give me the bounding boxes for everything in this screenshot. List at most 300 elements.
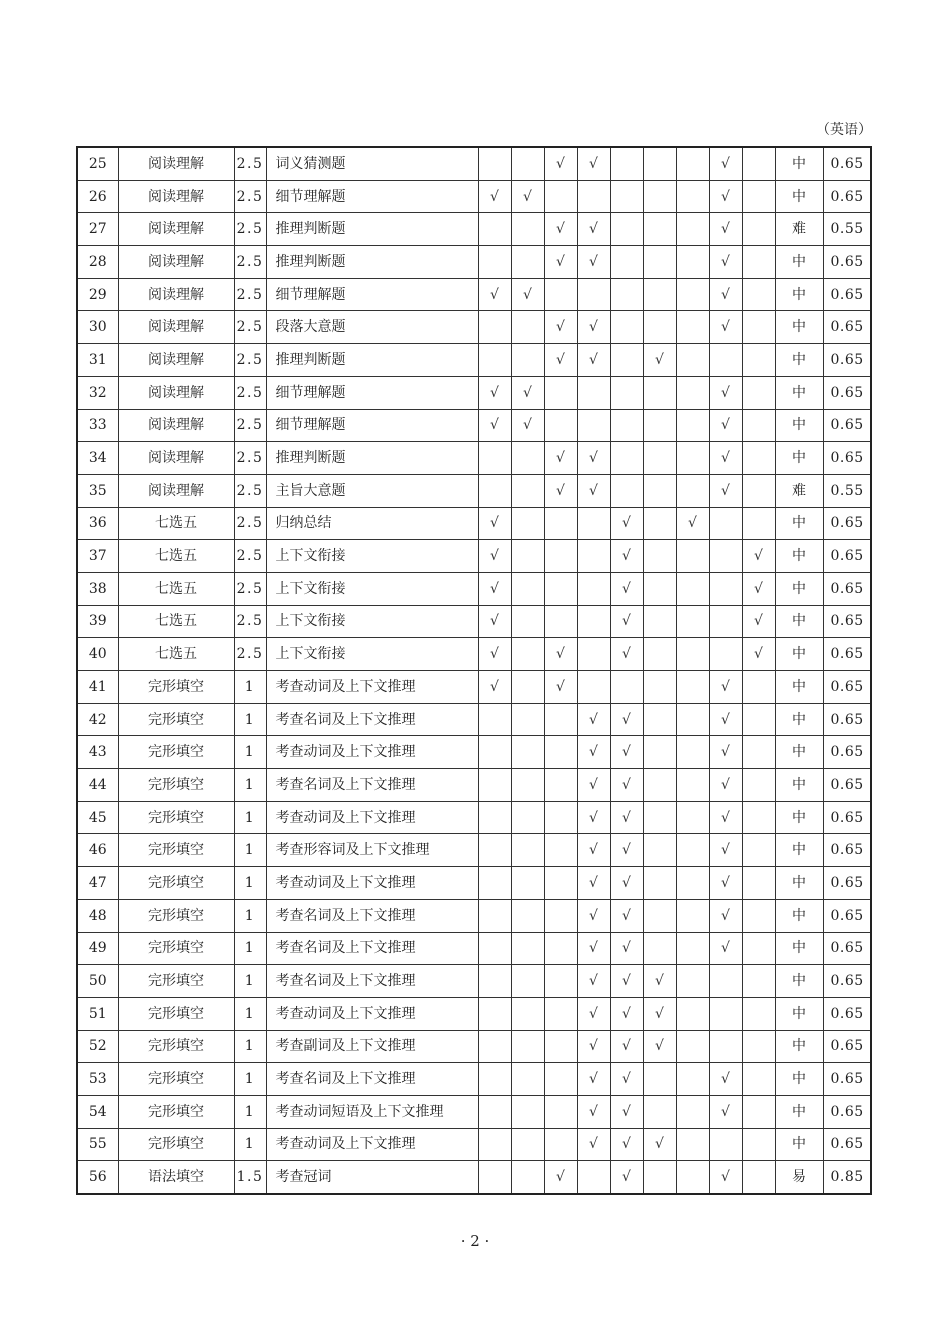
difficulty-value-cell: 0.65 <box>823 572 871 605</box>
check-mark-icon: √ <box>589 973 598 990</box>
difficulty-value-cell: 0.55 <box>823 474 871 507</box>
knowledge-point-cell: 考查动词及上下文推理 <box>266 1128 478 1161</box>
table-row <box>77 867 871 900</box>
check-mark-icon: √ <box>721 1169 730 1186</box>
knowledge-point-cell: 推理判断题 <box>266 442 478 475</box>
check-cell-3 <box>544 180 577 213</box>
score-cell: 1 <box>234 1030 266 1063</box>
table-row <box>77 246 871 279</box>
check-cell-7 <box>676 572 709 605</box>
check-cell-4 <box>577 997 610 1030</box>
knowledge-point-cell: 上下文衔接 <box>266 605 478 638</box>
check-cell-2 <box>511 147 544 180</box>
check-mark-icon: √ <box>721 776 730 793</box>
check-mark-icon: √ <box>622 776 631 793</box>
check-cell-4 <box>577 376 610 409</box>
check-mark-icon: √ <box>490 678 499 695</box>
difficulty-cell: 中 <box>775 507 823 540</box>
check-cell-7 <box>676 442 709 475</box>
table-row <box>77 997 871 1030</box>
check-cell-1 <box>478 834 511 867</box>
question-number-cell: 41 <box>77 671 118 704</box>
check-mark-icon: √ <box>523 384 532 401</box>
difficulty-cell: 中 <box>775 801 823 834</box>
table-row <box>77 1128 871 1161</box>
check-cell-9 <box>742 442 775 475</box>
check-cell-2 <box>511 997 544 1030</box>
check-cell-1 <box>478 409 511 442</box>
check-cell-5 <box>610 474 643 507</box>
check-cell-6 <box>643 442 676 475</box>
check-cell-5 <box>610 213 643 246</box>
table-row <box>77 180 871 213</box>
check-cell-2 <box>511 1095 544 1128</box>
check-cell-3 <box>544 147 577 180</box>
check-cell-7 <box>676 1063 709 1096</box>
table-row <box>77 572 871 605</box>
check-mark-icon: √ <box>556 646 565 663</box>
check-cell-9 <box>742 899 775 932</box>
check-cell-7 <box>676 671 709 704</box>
check-mark-icon: √ <box>655 1038 664 1055</box>
check-cell-6 <box>643 311 676 344</box>
check-cell-5 <box>610 1063 643 1096</box>
difficulty-cell: 中 <box>775 965 823 998</box>
knowledge-point-cell: 考查动词及上下文推理 <box>266 671 478 704</box>
check-cell-3 <box>544 507 577 540</box>
check-mark-icon: √ <box>490 580 499 597</box>
score-cell: 2.5 <box>234 572 266 605</box>
check-cell-6 <box>643 147 676 180</box>
score-cell: 2.5 <box>234 311 266 344</box>
table-row <box>77 1030 871 1063</box>
check-cell-6 <box>643 899 676 932</box>
check-cell-4 <box>577 834 610 867</box>
check-cell-3 <box>544 540 577 573</box>
check-mark-icon: √ <box>622 711 631 728</box>
check-cell-7 <box>676 246 709 279</box>
check-cell-7 <box>676 834 709 867</box>
check-cell-8 <box>709 278 742 311</box>
check-cell-1 <box>478 605 511 638</box>
question-type-cell: 完形填空 <box>118 1063 234 1096</box>
difficulty-cell: 中 <box>775 1030 823 1063</box>
question-number-cell: 35 <box>77 474 118 507</box>
table-row <box>77 834 871 867</box>
question-number-cell: 31 <box>77 344 118 377</box>
check-mark-icon: √ <box>490 188 499 205</box>
difficulty-cell: 中 <box>775 572 823 605</box>
check-cell-9 <box>742 311 775 344</box>
difficulty-value-cell: 0.65 <box>823 769 871 802</box>
check-mark-icon: √ <box>721 907 730 924</box>
check-cell-2 <box>511 572 544 605</box>
difficulty-cell: 中 <box>775 376 823 409</box>
check-cell-1 <box>478 180 511 213</box>
difficulty-value-cell: 0.65 <box>823 638 871 671</box>
check-mark-icon: √ <box>622 613 631 630</box>
check-cell-8 <box>709 1063 742 1096</box>
check-cell-2 <box>511 801 544 834</box>
check-cell-1 <box>478 769 511 802</box>
question-type-cell: 阅读理解 <box>118 409 234 442</box>
check-cell-5 <box>610 572 643 605</box>
question-number-cell: 34 <box>77 442 118 475</box>
check-cell-5 <box>610 344 643 377</box>
knowledge-point-cell: 考查冠词 <box>266 1161 478 1194</box>
difficulty-cell: 中 <box>775 638 823 671</box>
check-mark-icon: √ <box>721 809 730 826</box>
page-number: · 2 · <box>460 1232 490 1250</box>
check-mark-icon: √ <box>589 319 598 336</box>
check-mark-icon: √ <box>622 809 631 826</box>
check-cell-5 <box>610 671 643 704</box>
question-number-cell: 50 <box>77 965 118 998</box>
difficulty-value-cell: 0.65 <box>823 1063 871 1096</box>
check-cell-1 <box>478 736 511 769</box>
check-cell-6 <box>643 409 676 442</box>
question-number-cell: 55 <box>77 1128 118 1161</box>
difficulty-cell: 难 <box>775 474 823 507</box>
table-row <box>77 769 871 802</box>
check-cell-9 <box>742 1030 775 1063</box>
check-cell-1 <box>478 572 511 605</box>
difficulty-cell: 中 <box>775 180 823 213</box>
question-type-cell: 阅读理解 <box>118 147 234 180</box>
check-cell-2 <box>511 278 544 311</box>
score-cell: 2.5 <box>234 278 266 311</box>
check-cell-6 <box>643 213 676 246</box>
score-cell: 2.5 <box>234 213 266 246</box>
check-cell-7 <box>676 1161 709 1194</box>
check-mark-icon: √ <box>556 221 565 238</box>
table-row <box>77 932 871 965</box>
check-cell-7 <box>676 867 709 900</box>
check-cell-2 <box>511 605 544 638</box>
check-cell-4 <box>577 246 610 279</box>
check-mark-icon: √ <box>622 1038 631 1055</box>
check-cell-4 <box>577 1063 610 1096</box>
score-cell: 2.5 <box>234 409 266 442</box>
difficulty-cell: 难 <box>775 213 823 246</box>
check-cell-9 <box>742 147 775 180</box>
check-mark-icon: √ <box>622 744 631 761</box>
check-cell-7 <box>676 965 709 998</box>
check-cell-6 <box>643 1030 676 1063</box>
check-cell-4 <box>577 932 610 965</box>
check-cell-8 <box>709 1128 742 1161</box>
check-cell-4 <box>577 769 610 802</box>
check-cell-7 <box>676 180 709 213</box>
question-type-cell: 完形填空 <box>118 801 234 834</box>
check-mark-icon: √ <box>589 351 598 368</box>
knowledge-point-cell: 段落大意题 <box>266 311 478 344</box>
check-cell-1 <box>478 507 511 540</box>
difficulty-value-cell: 0.65 <box>823 834 871 867</box>
table-row <box>77 540 871 573</box>
question-number-cell: 51 <box>77 997 118 1030</box>
difficulty-value-cell: 0.65 <box>823 376 871 409</box>
question-number-cell: 28 <box>77 246 118 279</box>
check-cell-1 <box>478 540 511 573</box>
question-number-cell: 29 <box>77 278 118 311</box>
table-row <box>77 638 871 671</box>
check-cell-7 <box>676 213 709 246</box>
check-mark-icon: √ <box>754 580 763 597</box>
difficulty-value-cell: 0.65 <box>823 278 871 311</box>
difficulty-value-cell: 0.65 <box>823 1128 871 1161</box>
check-cell-3 <box>544 246 577 279</box>
table-row <box>77 507 871 540</box>
score-cell: 1 <box>234 671 266 704</box>
check-mark-icon: √ <box>490 548 499 565</box>
check-mark-icon: √ <box>589 450 598 467</box>
check-mark-icon: √ <box>721 1103 730 1120</box>
check-cell-1 <box>478 474 511 507</box>
check-cell-8 <box>709 671 742 704</box>
check-cell-3 <box>544 769 577 802</box>
check-cell-9 <box>742 180 775 213</box>
check-cell-1 <box>478 1030 511 1063</box>
check-cell-9 <box>742 246 775 279</box>
check-cell-3 <box>544 376 577 409</box>
table-row <box>77 671 871 704</box>
check-cell-8 <box>709 801 742 834</box>
check-cell-5 <box>610 507 643 540</box>
check-cell-4 <box>577 1161 610 1194</box>
question-number-cell: 27 <box>77 213 118 246</box>
check-cell-6 <box>643 474 676 507</box>
score-cell: 1 <box>234 899 266 932</box>
check-cell-2 <box>511 442 544 475</box>
check-cell-2 <box>511 867 544 900</box>
knowledge-point-cell: 考查动词及上下文推理 <box>266 736 478 769</box>
check-cell-4 <box>577 572 610 605</box>
check-mark-icon: √ <box>622 515 631 532</box>
knowledge-point-cell: 上下文衔接 <box>266 540 478 573</box>
check-cell-2 <box>511 671 544 704</box>
difficulty-cell: 中 <box>775 246 823 279</box>
score-cell: 2.5 <box>234 507 266 540</box>
check-cell-9 <box>742 344 775 377</box>
check-cell-8 <box>709 213 742 246</box>
check-cell-9 <box>742 867 775 900</box>
question-number-cell: 52 <box>77 1030 118 1063</box>
check-cell-8 <box>709 147 742 180</box>
question-number-cell: 54 <box>77 1095 118 1128</box>
table-row <box>77 1063 871 1096</box>
check-cell-2 <box>511 474 544 507</box>
question-number-cell: 39 <box>77 605 118 638</box>
check-mark-icon: √ <box>721 842 730 859</box>
check-mark-icon: √ <box>490 515 499 532</box>
check-cell-2 <box>511 965 544 998</box>
knowledge-point-cell: 细节理解题 <box>266 376 478 409</box>
table-row <box>77 1095 871 1128</box>
check-cell-9 <box>742 376 775 409</box>
check-mark-icon: √ <box>556 253 565 270</box>
difficulty-value-cell: 0.65 <box>823 147 871 180</box>
check-cell-8 <box>709 311 742 344</box>
check-cell-7 <box>676 736 709 769</box>
knowledge-point-cell: 推理判断题 <box>266 213 478 246</box>
check-mark-icon: √ <box>754 548 763 565</box>
check-cell-9 <box>742 1063 775 1096</box>
check-cell-6 <box>643 572 676 605</box>
check-cell-1 <box>478 1095 511 1128</box>
check-mark-icon: √ <box>589 907 598 924</box>
question-type-cell: 阅读理解 <box>118 278 234 311</box>
question-type-cell: 七选五 <box>118 507 234 540</box>
check-cell-8 <box>709 180 742 213</box>
check-mark-icon: √ <box>622 874 631 891</box>
check-cell-5 <box>610 736 643 769</box>
check-cell-4 <box>577 736 610 769</box>
table-row <box>77 899 871 932</box>
check-mark-icon: √ <box>556 450 565 467</box>
check-cell-5 <box>610 180 643 213</box>
question-type-cell: 阅读理解 <box>118 442 234 475</box>
difficulty-cell: 中 <box>775 834 823 867</box>
check-cell-6 <box>643 605 676 638</box>
difficulty-cell: 易 <box>775 1161 823 1194</box>
knowledge-point-cell: 细节理解题 <box>266 180 478 213</box>
check-cell-3 <box>544 1095 577 1128</box>
question-type-cell: 完形填空 <box>118 899 234 932</box>
check-cell-3 <box>544 605 577 638</box>
check-mark-icon: √ <box>490 384 499 401</box>
check-mark-icon: √ <box>523 417 532 434</box>
check-cell-5 <box>610 965 643 998</box>
check-cell-5 <box>610 409 643 442</box>
check-mark-icon: √ <box>622 1103 631 1120</box>
check-cell-9 <box>742 703 775 736</box>
check-mark-icon: √ <box>721 1071 730 1088</box>
check-cell-2 <box>511 932 544 965</box>
question-type-cell: 完形填空 <box>118 671 234 704</box>
check-cell-1 <box>478 376 511 409</box>
score-cell: 1 <box>234 932 266 965</box>
check-cell-9 <box>742 507 775 540</box>
check-cell-6 <box>643 278 676 311</box>
check-cell-6 <box>643 703 676 736</box>
check-mark-icon: √ <box>589 842 598 859</box>
check-cell-4 <box>577 801 610 834</box>
check-cell-8 <box>709 965 742 998</box>
check-mark-icon: √ <box>556 678 565 695</box>
question-number-cell: 56 <box>77 1161 118 1194</box>
table-row <box>77 278 871 311</box>
check-cell-6 <box>643 1161 676 1194</box>
check-cell-6 <box>643 1128 676 1161</box>
check-cell-3 <box>544 801 577 834</box>
knowledge-point-cell: 考查名词及上下文推理 <box>266 899 478 932</box>
score-cell: 2.5 <box>234 442 266 475</box>
check-mark-icon: √ <box>589 1103 598 1120</box>
difficulty-value-cell: 0.65 <box>823 311 871 344</box>
check-mark-icon: √ <box>589 253 598 270</box>
check-cell-3 <box>544 474 577 507</box>
question-type-cell: 阅读理解 <box>118 376 234 409</box>
question-number-cell: 30 <box>77 311 118 344</box>
check-cell-9 <box>742 278 775 311</box>
table-row <box>77 605 871 638</box>
check-cell-1 <box>478 1063 511 1096</box>
check-cell-6 <box>643 965 676 998</box>
check-cell-6 <box>643 736 676 769</box>
check-cell-7 <box>676 540 709 573</box>
difficulty-cell: 中 <box>775 671 823 704</box>
check-cell-4 <box>577 1095 610 1128</box>
check-cell-2 <box>511 703 544 736</box>
knowledge-point-cell: 主旨大意题 <box>266 474 478 507</box>
score-cell: 1 <box>234 736 266 769</box>
question-number-cell: 44 <box>77 769 118 802</box>
check-cell-8 <box>709 703 742 736</box>
knowledge-point-cell: 考查动词短语及上下文推理 <box>266 1095 478 1128</box>
check-cell-9 <box>742 801 775 834</box>
score-cell: 2.5 <box>234 180 266 213</box>
check-cell-9 <box>742 932 775 965</box>
difficulty-cell: 中 <box>775 605 823 638</box>
score-cell: 1 <box>234 703 266 736</box>
question-type-cell: 阅读理解 <box>118 474 234 507</box>
check-cell-2 <box>511 1161 544 1194</box>
check-cell-5 <box>610 605 643 638</box>
check-cell-5 <box>610 1030 643 1063</box>
check-cell-7 <box>676 932 709 965</box>
check-mark-icon: √ <box>721 319 730 336</box>
check-cell-9 <box>742 572 775 605</box>
check-cell-5 <box>610 246 643 279</box>
check-cell-4 <box>577 867 610 900</box>
difficulty-cell: 中 <box>775 442 823 475</box>
check-cell-2 <box>511 1030 544 1063</box>
score-cell: 1.5 <box>234 1161 266 1194</box>
difficulty-value-cell: 0.65 <box>823 246 871 279</box>
check-mark-icon: √ <box>655 1136 664 1153</box>
subject-label: （英语） <box>816 122 872 138</box>
check-cell-7 <box>676 1095 709 1128</box>
check-cell-1 <box>478 638 511 671</box>
question-type-cell: 七选五 <box>118 572 234 605</box>
check-cell-7 <box>676 278 709 311</box>
check-cell-2 <box>511 213 544 246</box>
check-cell-8 <box>709 638 742 671</box>
knowledge-point-cell: 考查动词及上下文推理 <box>266 997 478 1030</box>
question-type-cell: 完形填空 <box>118 932 234 965</box>
check-cell-4 <box>577 899 610 932</box>
question-type-cell: 七选五 <box>118 605 234 638</box>
difficulty-value-cell: 0.55 <box>823 213 871 246</box>
question-type-cell: 七选五 <box>118 638 234 671</box>
check-cell-5 <box>610 867 643 900</box>
check-cell-1 <box>478 899 511 932</box>
difficulty-cell: 中 <box>775 1095 823 1128</box>
difficulty-value-cell: 0.65 <box>823 965 871 998</box>
check-cell-9 <box>742 671 775 704</box>
check-mark-icon: √ <box>622 580 631 597</box>
knowledge-point-cell: 推理判断题 <box>266 246 478 279</box>
question-number-cell: 38 <box>77 572 118 605</box>
check-mark-icon: √ <box>523 188 532 205</box>
check-cell-3 <box>544 1128 577 1161</box>
check-cell-1 <box>478 932 511 965</box>
check-cell-4 <box>577 507 610 540</box>
difficulty-value-cell: 0.65 <box>823 605 871 638</box>
check-mark-icon: √ <box>490 417 499 434</box>
question-number-cell: 37 <box>77 540 118 573</box>
